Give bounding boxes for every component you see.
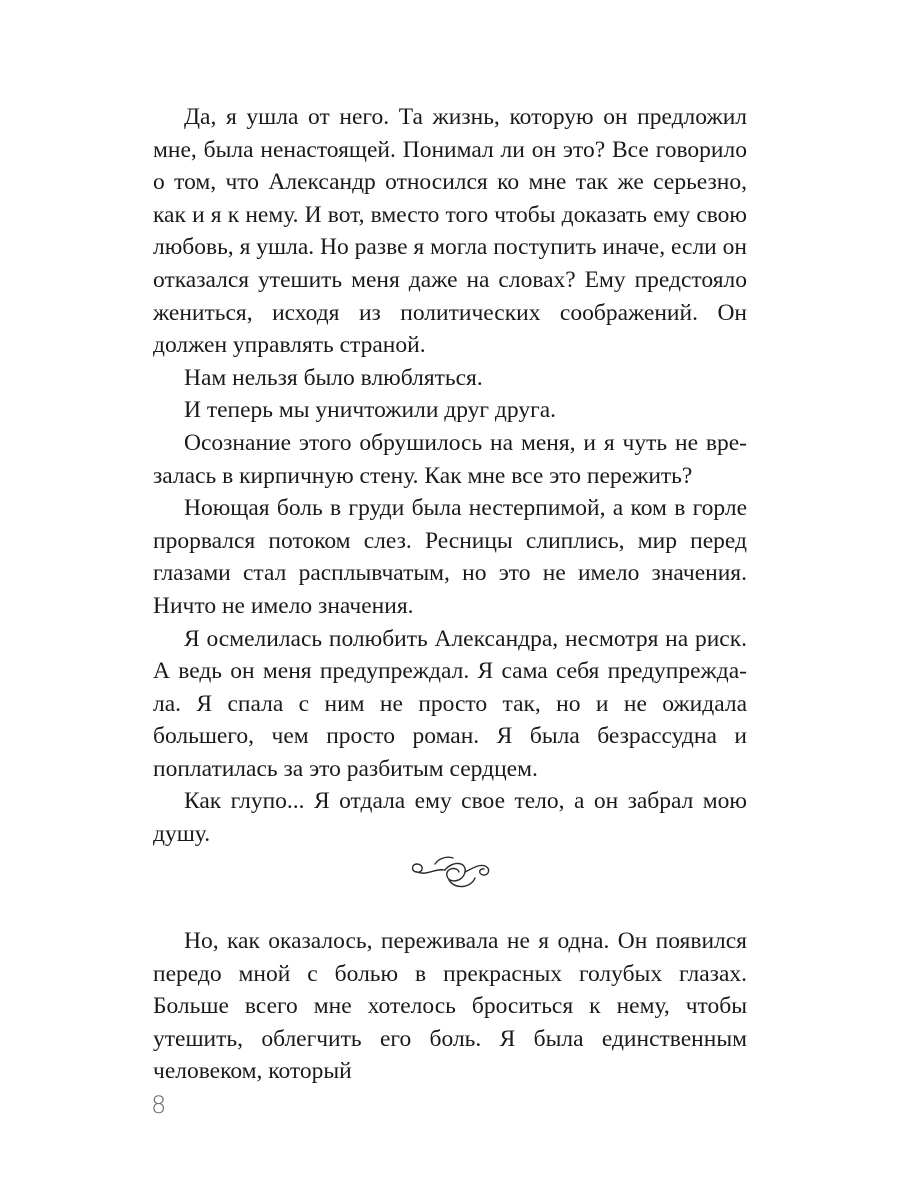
flourish-divider-icon [405, 850, 495, 892]
paragraph: Нам нельзя было влюбляться. [184, 364, 483, 391]
paragraph: Но, как оказалось, переживала не я одна. Он появился передо мной с болью в прекрасных голубых глазах. Больше всего мне хотелось броситься к нему, чтобы утешить, облегчить его боль. Я была единственным человеком, который [153, 928, 747, 1085]
paragraph: Как глупо... Я отдала ему свое тело, а он забрал мою душу. [153, 788, 747, 848]
text-section-2 [153, 925, 747, 1088]
paragraph: Я осмелилась полюбить Александра, несмотря на риск. А ведь он меня предупреждал. Я сама себя предупреждала. Я спала с ним не просто так, но и не ожидала большего, чем просто роман. Я была безрассудна и поплатилась за это разбитым сердцем. [153, 625, 747, 782]
paragraph: И теперь мы уничтожили друг друга. [184, 397, 557, 424]
page-number: 8 [151, 1091, 167, 1119]
paragraph: Ноющая боль в груди была нестерпимой, а ком в горле прорвался потоком слез. Ресницы слиплись, мир перед глазами стал расплывчатым, но это не имело значения. Ничто не имело значения. [153, 495, 747, 619]
text-section-1 [153, 101, 747, 851]
paragraph: Осознание этого обрушилось на меня, и я чуть не врезалась в кирпичную стену. Как мне все это пережить? [153, 429, 747, 489]
paragraph: Да, я ушла от него. Та жизнь, которую он предложил мне, была ненастоящей. Понимал ли он это? Все говорило о том, что Александр относился ко мне так же серьезно, как и я к нему. И вот, вместо того чтобы доказать ему свою любовь, я ушла. Но разве я могла поступить иначе, если он отказался утешить меня даже на словах? Ему предстояло жениться, исходя из политических соображений. Он должен управлять страной. [153, 104, 747, 359]
